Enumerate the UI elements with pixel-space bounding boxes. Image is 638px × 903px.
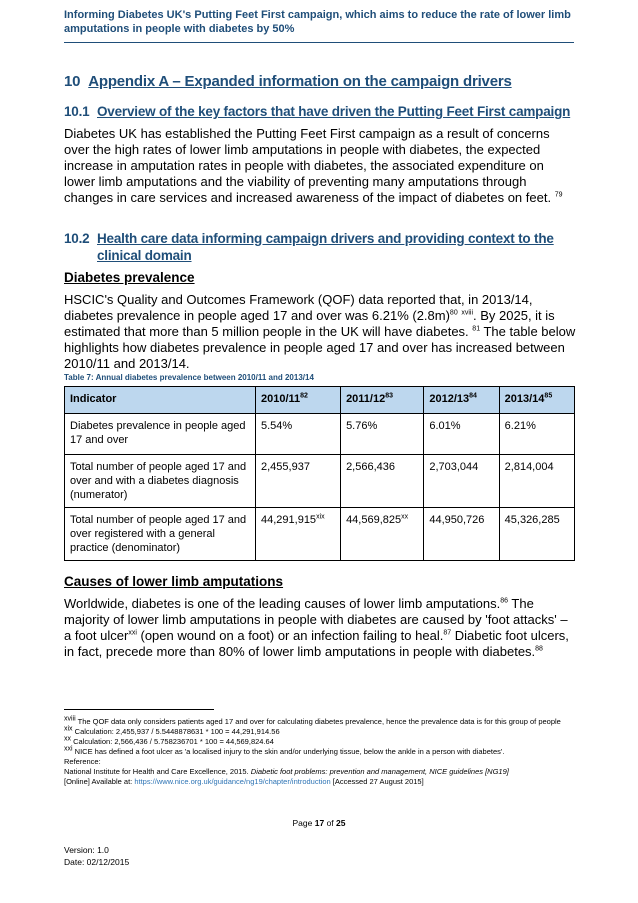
header-2011-12 (341, 387, 424, 414)
current-page: 17 (314, 818, 325, 828)
prevalence-paragraph (64, 292, 578, 372)
footnote-reference-online (64, 777, 584, 787)
page-number (0, 818, 638, 828)
header-text: 2011/12 (346, 393, 386, 405)
cell-value: 5.54% (261, 420, 293, 432)
section-10-2-number: 10.2 (64, 231, 90, 246)
footnote-reference-citation (64, 767, 584, 777)
header-2012-13 (424, 387, 499, 414)
table-cell (499, 508, 574, 561)
table-header-row (65, 387, 575, 414)
row-indicator: Total number of people aged 17 and over registered with a general practice (denominator) (65, 508, 256, 561)
prevalence-text-3: The table below highlights how diabetes prevalence in people aged 17 and over has increased between 2010/11 and 2013/14. (64, 324, 576, 371)
table-cell (499, 455, 574, 508)
overview-paragraph (64, 126, 578, 206)
prevalence-text-1: HSCIC's Quality and Outcomes Framework (QOF) data reported that, in 2013/14, diabetes prevalence in people aged 17 and over was 6.21% (2.8m) (64, 292, 533, 323)
causes-paragraph (64, 596, 578, 660)
causes-text-3: (open wound on a foot) or an infection failing to heal. (136, 628, 444, 643)
ref-87: 87 (443, 629, 452, 637)
footnote-mark: xix (64, 725, 73, 733)
footnotes (64, 717, 584, 787)
table-cell (341, 455, 424, 508)
row-indicator: Total number of people aged 17 and over and with a diabetes diagnosis (numerator) (65, 455, 256, 508)
citation-online-label: [Online] Available at: (64, 777, 135, 786)
header-ref: 82 (300, 392, 308, 400)
footnote-text: NICE has defined a foot ulcer as 'a localised injury to the skin and/or underlying tissue, below the ankle in a person with diabetes'. (72, 747, 505, 756)
footnote-separator (64, 709, 214, 710)
footnote-text: Calculation: 2,566,436 / 5.758236701 * 100 = 44,569,824.64 (71, 737, 274, 746)
table-row (65, 414, 575, 455)
cell-value: 45,326,285 (504, 514, 560, 526)
table-cell (424, 455, 499, 508)
cell-value: 2,566,436 (346, 461, 395, 473)
section-10-1-title: Overview of the key factors that have driven the Putting Feet First campaign (97, 104, 571, 119)
page-prefix: Page (292, 818, 315, 828)
table-cell (424, 508, 499, 561)
header-2010-11 (256, 387, 341, 414)
citation-text: National Institute for Health and Care Excellence, 2015. (64, 767, 251, 776)
running-header: Informing Diabetes UK's Putting Feet First campaign, which aims to reduce the rate of lower limb amputations in people with diabetes by 50% (64, 9, 571, 35)
section-10-heading (64, 73, 584, 90)
cell-value: 44,569,825 (346, 514, 402, 526)
overview-text: Diabetes UK has established the Putting Feet First campaign as a result of concerns over the high rates of lower limb amputations in people with diabetes, the expected increase in amputation rates in people with diabetes, the associated expenditure on lower limb amputations and the viability of preventing many amputations through changes in care services and increased awareness of the impact of diabetes on feet. (64, 126, 552, 205)
cell-value: 44,291,915 (261, 514, 317, 526)
header-indicator (65, 387, 256, 414)
causes-text-4: Diabetic foot ulcers, in fact, precede more than 80% of lower limb amputations in people with diabetes. (64, 628, 569, 659)
table-row (65, 508, 575, 561)
header-ref: 83 (385, 392, 394, 400)
ref-88: 88 (535, 645, 543, 653)
table-cell (424, 414, 499, 455)
cell-value: 6.21% (504, 420, 536, 432)
section-10-2-heading (64, 230, 584, 264)
header-text: Indicator (70, 393, 117, 405)
footnote-text: Calculation: 2,455,937 / 5.5448878631 * 100 = 44,291,914.56 (72, 727, 280, 736)
footnote-xxi (64, 747, 584, 757)
footnote-mark: xxi (64, 745, 73, 753)
section-10-title: Appendix A – Expanded information on the campaign drivers (88, 73, 512, 90)
footnote-text: The QOF data only considers patients aged 17 and over for calculating diabetes prevalence, hence the prevalence data is for this group of people (75, 717, 561, 726)
causes-heading: Causes of lower limb amputations (64, 574, 284, 589)
ref-xviii: xviii (461, 309, 474, 317)
footnote-mark: xviii (64, 715, 76, 723)
diabetes-prevalence-table (64, 386, 575, 561)
section-10-1-heading (64, 103, 584, 120)
cell-ref: xix (316, 513, 325, 521)
version-info (64, 844, 129, 868)
cell-value: 44,950,726 (429, 514, 485, 526)
header-ref: 84 (469, 392, 477, 400)
section-10-2-title-line1: Health care data informing campaign drivers and providing context to the (97, 231, 554, 246)
section-10-number: 10 (64, 73, 81, 90)
header-2013-14 (499, 387, 574, 414)
table-cell (341, 508, 424, 561)
cell-value: 6.01% (429, 420, 461, 432)
section-10-1-number: 10.1 (64, 104, 90, 119)
header-text: 2012/13 (429, 393, 470, 405)
ref-81: 81 (472, 325, 481, 333)
header-rule (64, 42, 574, 43)
ref-86: 86 (500, 597, 509, 605)
footnote-mark: xx (64, 735, 71, 743)
cell-value: 2,814,004 (504, 461, 554, 473)
table-cell (499, 414, 574, 455)
ref-xxi: xxi (128, 629, 137, 637)
footnote-reference-label: Reference: (64, 757, 101, 766)
causes-text-2: The majority of lower limb amputations in people with diabetes are caused by 'foot attacks' – a foot ulcer (64, 596, 568, 643)
table-cell (256, 508, 341, 561)
page-of: of (324, 818, 337, 828)
prevalence-text-2: . By 2025, it is estimated that more than 5 million people in the UK will have diabetes. (64, 308, 555, 339)
nice-guidance-link[interactable]: https://www.nice.org.uk/guidance/ng19/chapter/introduction (134, 777, 331, 786)
date: Date: 02/12/2015 (64, 857, 130, 867)
cell-ref: xx (401, 513, 409, 521)
version: Version: 1.0 (64, 845, 109, 855)
header-text: 2010/11 (261, 393, 301, 405)
table-7-caption: Table 7: Annual diabetes prevalence between 2010/11 and 2013/14 (64, 373, 314, 382)
table-row (65, 455, 575, 508)
row-indicator: Diabetes prevalence in people aged 17 and over (65, 414, 256, 455)
cell-value: 2,703,044 (429, 461, 479, 473)
table-cell (256, 455, 341, 508)
table-cell (341, 414, 424, 455)
cell-value: 5.76% (346, 420, 378, 432)
section-10-2-title-line2: clinical domain (97, 248, 192, 263)
footnote-xviii (64, 717, 584, 727)
ref-80: 80 (449, 309, 458, 317)
total-pages: 25 (336, 818, 346, 828)
prevalence-heading: Diabetes prevalence (64, 270, 195, 285)
cell-value: 2,455,937 (261, 461, 310, 473)
ref-79: 79 (554, 191, 563, 199)
citation-title: Diabetic foot problems: prevention and management, NICE guidelines [NG19] (250, 767, 509, 776)
causes-text-1: Worldwide, diabetes is one of the leading causes of lower limb amputations. (64, 596, 501, 611)
footnote-xix (64, 727, 584, 737)
header-ref: 85 (544, 392, 553, 400)
footnote-xx (64, 737, 584, 747)
table-cell (256, 414, 341, 455)
header-text: 2013/14 (504, 393, 545, 405)
citation-accessed: [Accessed 27 August 2015] (330, 777, 424, 786)
